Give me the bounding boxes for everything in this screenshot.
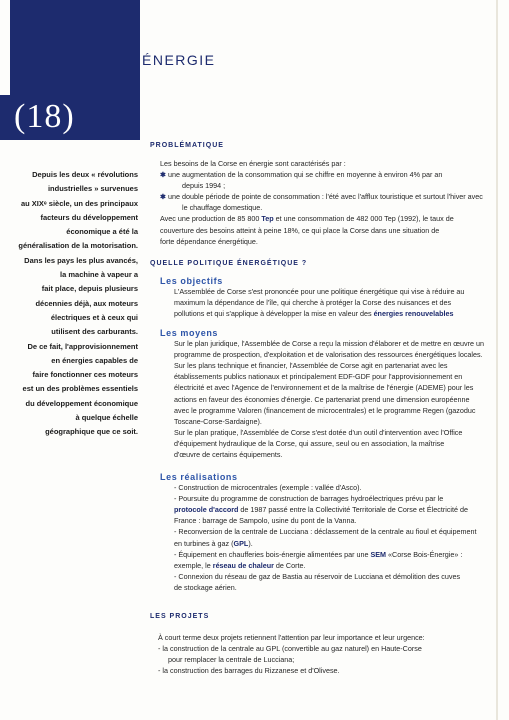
paragraph-line: d'équipement hydraulique de la Corse, qui assure, seul ou en association, la maîtrise — [174, 438, 445, 448]
quote-line: industrielles » survenues — [47, 184, 138, 194]
paragraph-line: avec le programme Valoren (financement de microcentrales) et le programme Regen (gazoduc — [174, 405, 476, 415]
quote-line: Depuis les deux « révolutions — [32, 170, 138, 179]
sidebar-quote — [14, 168, 138, 440]
quote-line: décennies déjà, aux moteurs — [35, 298, 138, 308]
subheading-realisations: Les réalisations — [160, 472, 238, 483]
quote-line: faire fonctionner ces moteurs — [32, 370, 138, 380]
quote-line: la machine à vapeur a — [60, 270, 138, 280]
paragraph-line: électricité et avec l'Agence de l'environnement et de la maîtrise de l'énergie (ADEME) pour les — [174, 383, 474, 393]
paragraph-line: Sur les plans technique et financier, l'Assemblée de Corse agit en partenariat avec les — [174, 361, 448, 371]
paragraph-line: Toscane-Corse-Sardaigne). — [174, 416, 262, 426]
paragraph-line: Sur le plan pratique, l'Assemblée de Corse s'est dotée d'un outil d'intervention avec l'Office — [174, 427, 463, 437]
quote-line: utilisent des carburants. — [51, 327, 138, 337]
paragraph-line: maximum la dépendance de l'île, qui cherche à protéger la Corse des nuisances et des — [174, 297, 452, 307]
paragraph-line: en turbines à gaz (GPL). — [174, 538, 253, 548]
list-item: - la construction de la centrale au GPL (convertible au gaz naturel) en Haute-Corse — [158, 644, 422, 654]
list-item: - la construction des barrages du Rizzanese et d'Olivese. — [158, 666, 340, 676]
projets-body — [150, 632, 490, 676]
list-item: - Équipement en chaufferies bois-énergie alimentées par une SEM «Corse Bois-Énergie» : — [174, 549, 463, 559]
quote-line: au XIXᵉ siècle, un des principaux — [20, 198, 138, 208]
paragraph-line: France : barrage de Sampolo, usine du pont de la Vanna. — [174, 516, 357, 526]
main-content — [150, 142, 490, 676]
subheading-moyens: Les moyens — [160, 328, 219, 339]
quote-line: est un des problèmes essentiels — [22, 384, 138, 394]
list-item: - Construction de microcentrales (exemple : vallée d'Asco). — [174, 483, 362, 493]
paragraph-line: depuis 1994 ; — [182, 181, 226, 191]
bullet-item: ✱ une augmentation de la consommation qui se chiffre en moyenne à environ 4% par an — [160, 170, 443, 180]
highlight-energies-renouvelables: énergies renouvelables — [373, 308, 454, 318]
quote-line: géographique que ce soit. — [45, 427, 138, 437]
paragraph-line: forte dépendance énergétique. — [160, 236, 258, 246]
list-item: - Poursuite du programme de construction de barrages hydroélectriques prévu par le — [174, 494, 444, 504]
problematique-body — [150, 158, 490, 247]
paragraph-line: de stockage aérien. — [174, 582, 237, 592]
bullet-item: ✱ une double période de pointe de consommation : l'été avec l'afflux touristique et surtout l'hiver avec — [160, 192, 483, 202]
quote-line: Dans les pays les plus avancés, — [24, 255, 138, 265]
header-blue-strip — [0, 95, 14, 140]
moyens-body — [150, 338, 490, 460]
paragraph-line: Sur le plan juridique, l'Assemblée de Corse a reçu la mission d'élaborer et de mettre en œuvre un — [174, 339, 484, 349]
quote-line: en énergies capables de — [51, 355, 138, 365]
paragraph-line: programme de prospection, d'exploitation et de valorisation des ressources énergétiques locales. — [174, 350, 483, 360]
section-heading-projets: LES PROJETS — [150, 613, 210, 620]
realisations-body — [150, 482, 490, 593]
paragraph-line: Les besoins de la Corse en énergie sont caractérisés par : — [160, 159, 346, 168]
paragraph-line: L'Assemblée de Corse s'est prononcée pour une politique énergétique qui vise à réduire au — [174, 286, 465, 296]
paragraph-line: protocole d'accord de 1987 passé entre la Collectivité Territoriale de Corse et Électricité de — [174, 505, 469, 515]
paragraph-line: d'œuvre de certains équipements. — [174, 449, 283, 459]
quote-line: facteurs du développement — [40, 212, 138, 222]
paragraph-line: actions en faveur des économies d'énergie. Ce partenariat prend une dimension européenne — [174, 394, 470, 404]
paragraph-line: Avec une production de 85 800 Tep et une consommation de 482 000 Tep (1992), le taux de — [160, 214, 454, 224]
list-item: - Connexion du réseau de gaz de Bastia au réservoir de Lucciana et démolition des cuves — [174, 571, 461, 581]
quote-line: économique a été la — [66, 227, 138, 237]
paragraph-line: exemple, le réseau de chaleur de Corte. — [174, 560, 306, 570]
chapter-number: (18) — [14, 98, 75, 135]
bullet-star-icon: ✱ — [160, 192, 169, 202]
paragraph-line: établissements publics nationaux et principalement EDF-GDF pour l'approvisionnement en — [174, 372, 463, 382]
quote-line: du développement économique — [25, 398, 138, 408]
quote-line: fait place, depuis plusieurs — [41, 284, 138, 294]
bullet-star-icon: ✱ — [160, 170, 169, 180]
highlight-protocole: protocole d'accord — [174, 505, 239, 515]
paragraph-line: pour remplacer la centrale de Lucciana; — [168, 655, 295, 665]
section-heading-problematique: PROBLÉMATIQUE — [150, 142, 224, 149]
highlight-gpl: GPL — [233, 538, 249, 548]
chapter-title: ÉNERGIE — [142, 52, 216, 68]
highlight-sem: SEM — [370, 549, 387, 559]
paragraph-line: le chauffage domestique. — [182, 203, 263, 213]
section-heading-politique: QUELLE POLITIQUE ÉNERGÉTIQUE ? — [150, 259, 308, 267]
list-item: - Reconversion de la centrale de Lucciana : déclassement de la centrale au fioul et équipement — [174, 527, 477, 537]
objectifs-body — [150, 286, 490, 319]
paragraph-line: pollutions et qui s'applique à développer la mise en valeur des énergies renouvelables — [174, 308, 454, 318]
quote-line: généralisation de la motorisation. — [18, 241, 138, 251]
highlight-tep: Tep — [261, 214, 274, 224]
highlight-reseau-chaleur: réseau de chaleur — [212, 560, 274, 570]
paragraph-line: couverture des besoins atteint à peine 18%, ce qui place la Corse dans une situation de — [160, 225, 440, 235]
quote-line: électriques et à ceux qui — [50, 312, 138, 322]
subheading-objectifs: Les objectifs — [160, 275, 223, 286]
quote-line: De ce fait, l'approvisionnement — [27, 341, 138, 351]
quote-line: à quelque échelle — [75, 413, 138, 423]
paragraph-line: À court terme deux projets retiennent l'attention par leur importance et leur urgence: — [158, 633, 425, 642]
page-edge — [496, 0, 498, 720]
chapter-title-wrap — [142, 52, 242, 68]
